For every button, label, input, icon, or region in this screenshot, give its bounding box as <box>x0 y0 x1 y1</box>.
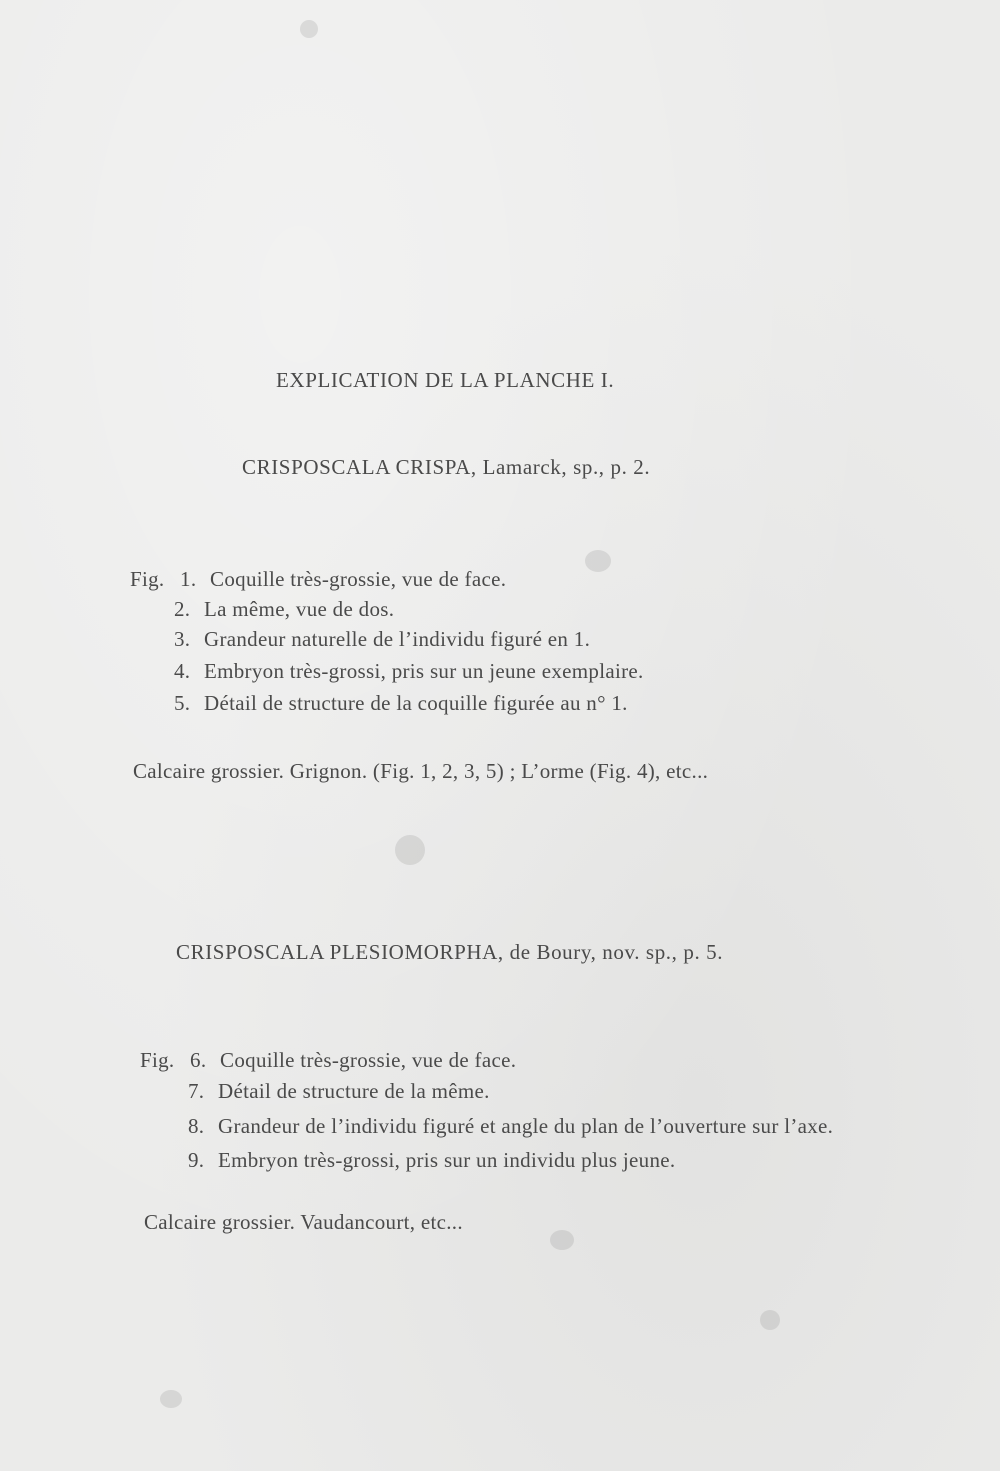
figure-description: La même, vue de dos. <box>204 597 395 621</box>
figure-description: Détail de structure de la coquille figurée au n° 1. <box>204 691 628 715</box>
section1-figure-item <box>174 691 628 716</box>
paper-speck <box>395 835 425 865</box>
paper-speck <box>550 1230 574 1250</box>
figure-number: 1. <box>180 567 197 591</box>
figure-description: Grandeur naturelle de l’individu figuré en 1. <box>204 627 591 651</box>
paper-speck <box>760 1310 780 1330</box>
section2-figure-item <box>188 1148 675 1173</box>
figure-number: 8. <box>188 1114 205 1138</box>
section1-locality: Calcaire grossier. Grignon. (Fig. 1, 2, 3, 5) ; L’orme (Fig. 4), etc... <box>133 759 709 783</box>
figure-description: Coquille très-grossie, vue de face. <box>220 1048 517 1072</box>
section2-figure-item <box>188 1114 833 1139</box>
paper-speck <box>160 1390 182 1408</box>
figure-number: 4. <box>174 659 191 683</box>
section1-figure-item <box>130 567 506 592</box>
section2-heading: CRISPOSCALA PLESIOMORPHA, de Boury, nov. sp., p. 5. <box>176 940 724 964</box>
figure-number: 6. <box>190 1048 207 1072</box>
figure-number: 9. <box>188 1148 205 1172</box>
section2-figure-item <box>188 1079 490 1104</box>
figure-number: 7. <box>188 1079 205 1103</box>
fig-prefix: Fig. <box>140 1048 175 1072</box>
section1-heading: CRISPOSCALA CRISPA, Lamarck, sp., p. 2. <box>242 455 651 479</box>
section1-figure-item <box>174 627 590 652</box>
figure-description: Embryon très-grossi, pris sur un individu plus jeune. <box>218 1148 676 1172</box>
fig-prefix: Fig. <box>130 567 165 591</box>
section2-figure-item <box>140 1048 516 1073</box>
plate-title: EXPLICATION DE LA PLANCHE I. <box>276 368 615 392</box>
section2-locality: Calcaire grossier. Vaudancourt, etc... <box>144 1210 463 1234</box>
section1-figure-item <box>174 597 394 622</box>
figure-number: 2. <box>174 597 191 621</box>
figure-description: Grandeur de l’individu figuré et angle du plan de l’ouverture sur l’axe. <box>218 1114 834 1138</box>
section1-figure-item <box>174 659 644 684</box>
figure-number: 3. <box>174 627 191 651</box>
figure-number: 5. <box>174 691 191 715</box>
figure-description: Embryon très-grossi, pris sur un jeune exemplaire. <box>204 659 644 683</box>
figure-description: Coquille très-grossie, vue de face. <box>210 567 507 591</box>
paper-speck <box>585 550 611 572</box>
paper-speck <box>300 20 318 38</box>
figure-description: Détail de structure de la même. <box>218 1079 490 1103</box>
